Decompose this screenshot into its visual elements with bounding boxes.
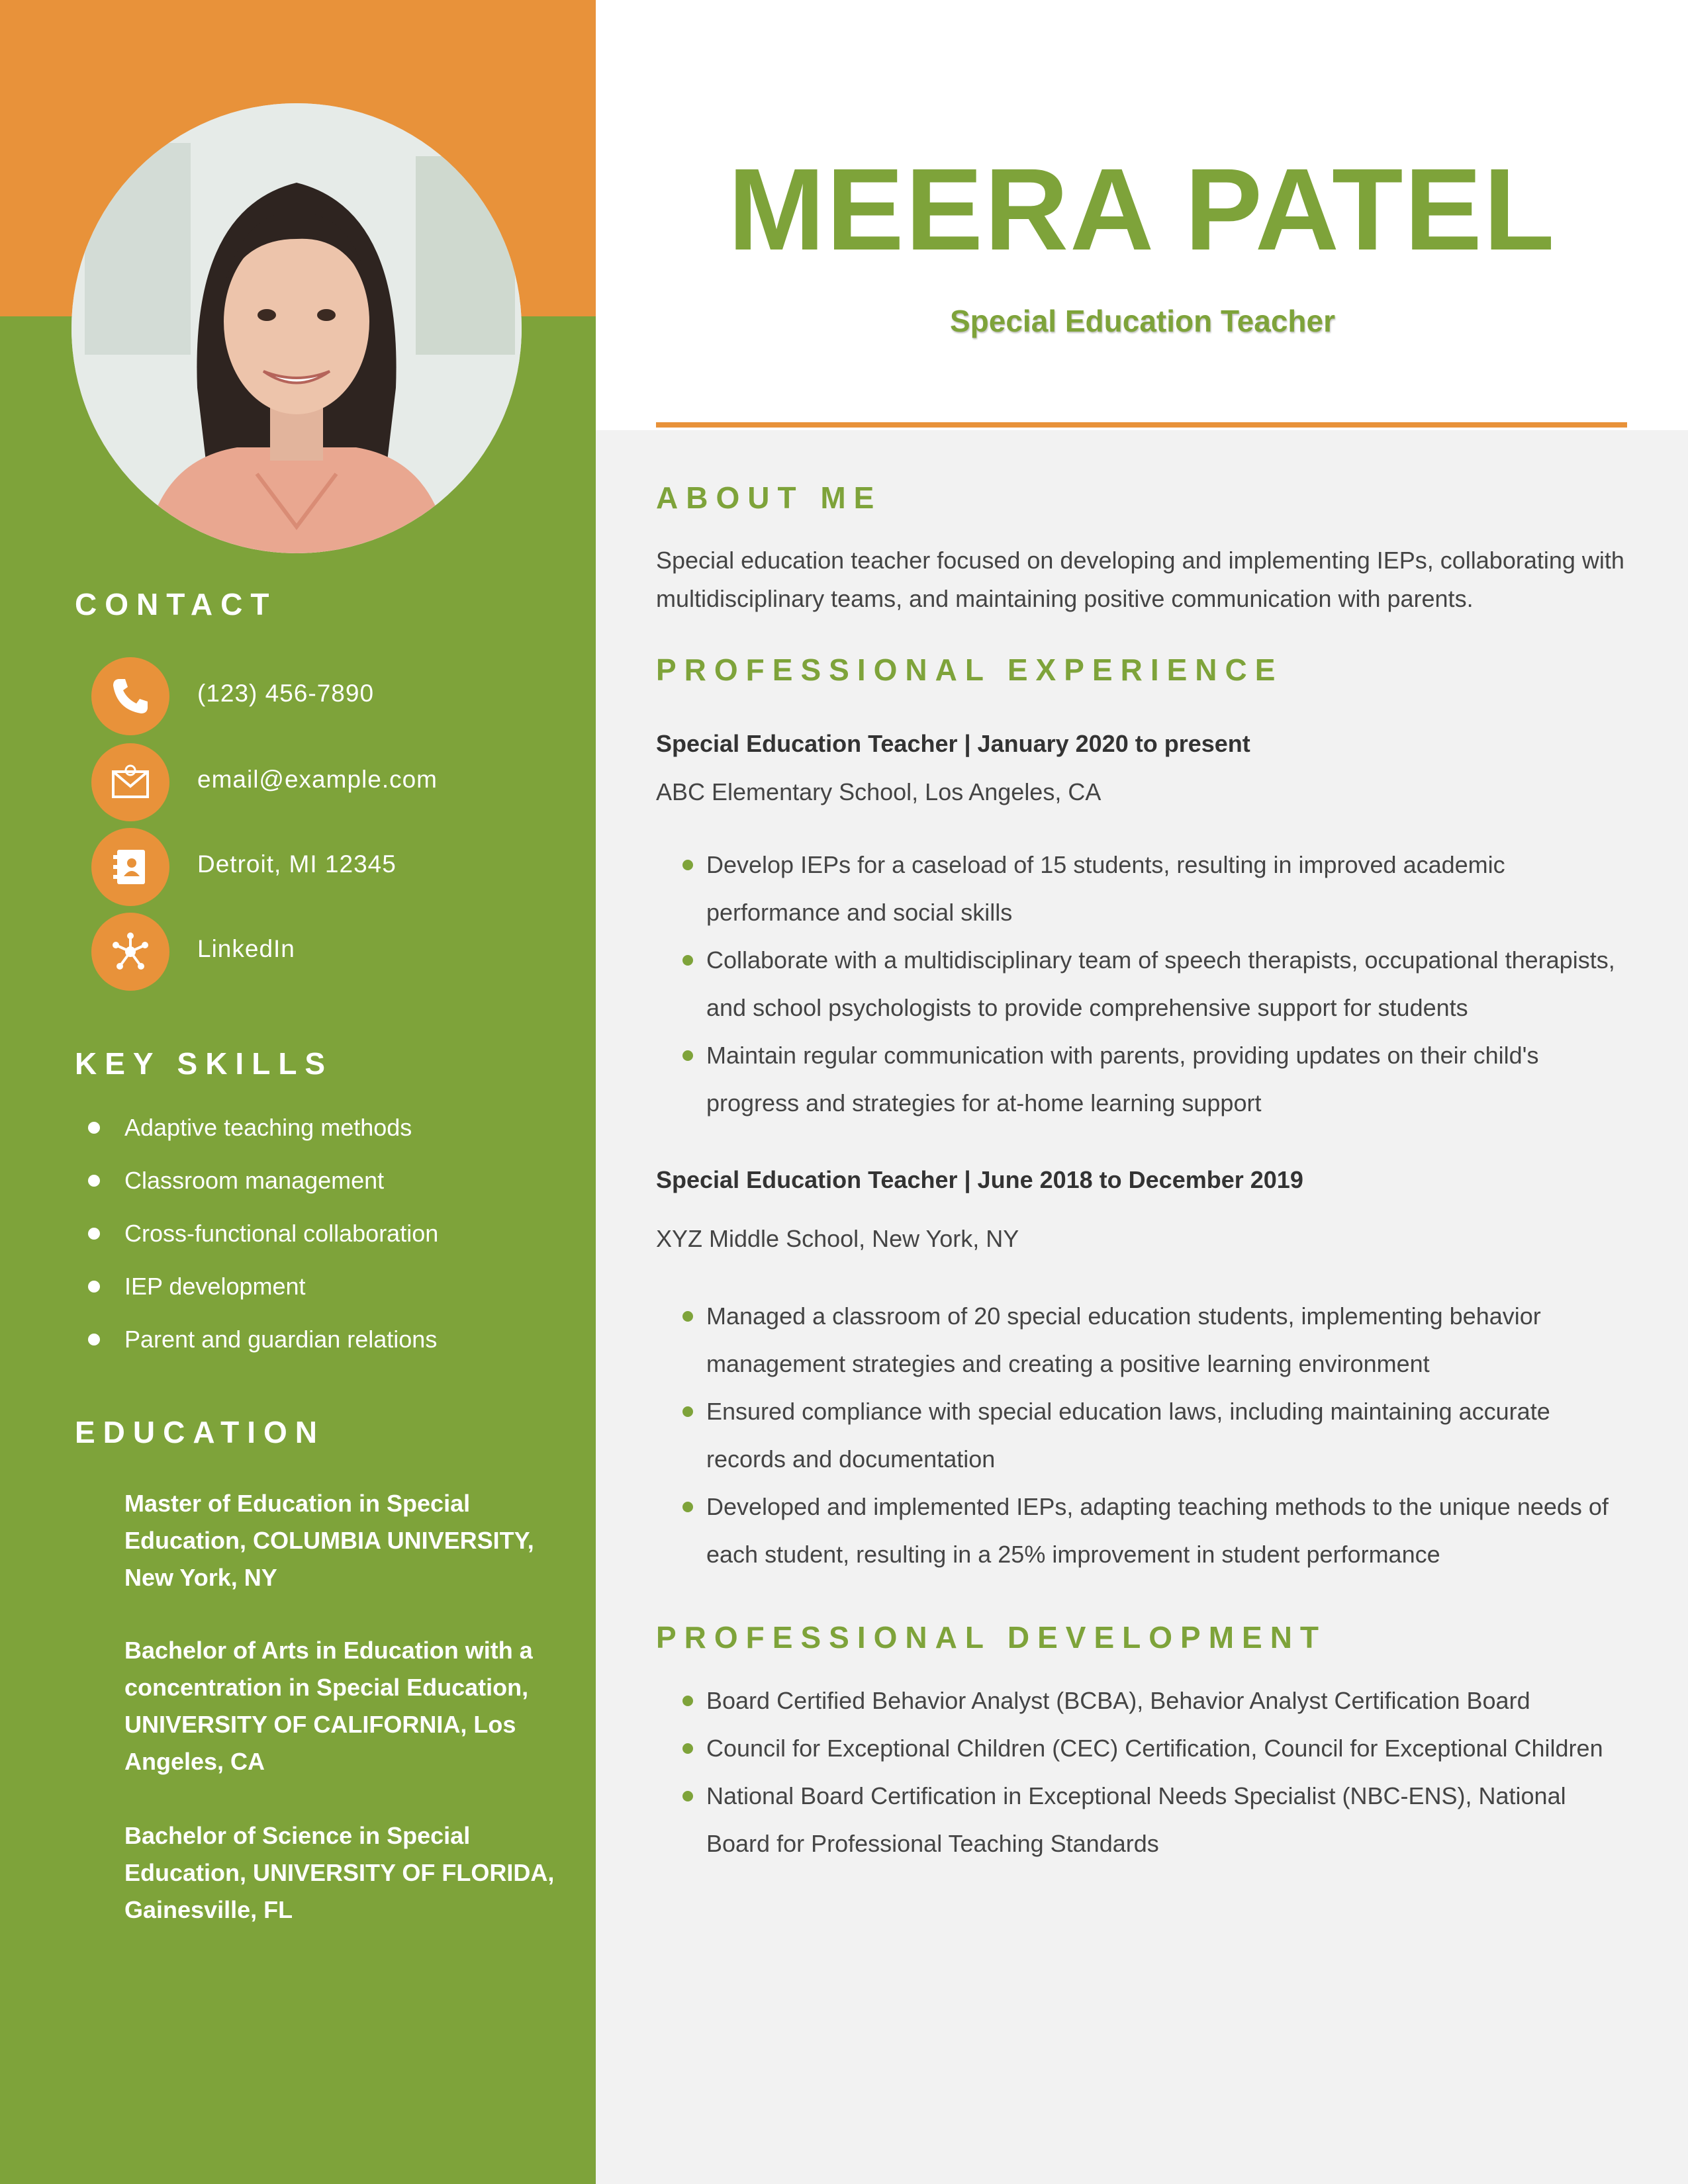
education-item: Master of Education in Special Education, COLUMBIA UNIVERSITY, New York, NY	[124, 1490, 534, 1591]
contact-phone-text: (123) 456-7890	[197, 680, 375, 707]
job-1-place: ABC Elementary School, Los Angeles, CA	[656, 778, 1102, 805]
about-text: Special education teacher focused on developing and implementing IEPs, collaborating with multidisciplinary teams, and maintaining positive communication with parents.	[656, 547, 1624, 612]
development-item: Board Certified Behavior Analyst (BCBA), Behavior Analyst Certification Board	[656, 1677, 1636, 1725]
job-bullet: Maintain regular communication with parents, providing updates on their child's progress and strategies for at-home learning support	[656, 1032, 1636, 1127]
contact-address-text: Detroit, MI 12345	[197, 850, 397, 878]
education-item: Bachelor of Science in Special Education, UNIVERSITY OF FLORIDA, Gainesville, FL	[124, 1822, 555, 1923]
contact-email[interactable]	[91, 743, 555, 821]
education-item: Bachelor of Arts in Education with a concentration in Special Education, UNIVERSITY OF CALIFORNIA, Los Angeles, CA	[124, 1637, 533, 1775]
portrait-illustration	[71, 103, 522, 553]
development-item: National Board Certification in Exceptional Needs Specialist (NBC-ENS), National Board for Professional Teaching Standards	[656, 1772, 1636, 1868]
skill-item: Adaptive teaching methods	[75, 1110, 578, 1163]
skill-item: Classroom management	[75, 1163, 578, 1216]
job-bullet: Develop IEPs for a caseload of 15 students, resulting in improved academic performance and social skills	[656, 841, 1636, 936]
job-2-place: XYZ Middle School, New York, NY	[656, 1225, 1019, 1252]
job-2-bullets	[656, 1293, 1636, 1578]
profile-photo	[71, 103, 522, 553]
contact-phone[interactable]	[91, 657, 555, 735]
email-icon	[91, 743, 169, 821]
phone-icon	[91, 657, 169, 735]
contact-address[interactable]	[91, 828, 555, 906]
contact-email-text: email@example.com	[197, 766, 438, 793]
job-1-bullets	[656, 841, 1636, 1127]
job-bullet: Managed a classroom of 20 special education students, implementing behavior management strategies and creating a positive learning environment	[656, 1293, 1636, 1388]
development-heading: PROFESSIONAL DEVELOPMENT	[656, 1620, 1327, 1655]
job-bullet: Collaborate with a multidisciplinary team of speech therapists, occupational therapists, and school psychologists to provide comprehensive support for students	[656, 936, 1636, 1032]
network-icon	[91, 913, 169, 991]
skill-item: Cross-functional collaboration	[75, 1216, 578, 1269]
skill-item: IEP development	[75, 1269, 578, 1322]
about-heading: ABOUT ME	[656, 480, 882, 515]
job-title-heading: Special Education Teacher	[949, 304, 1335, 338]
job-bullet: Ensured compliance with special education laws, including maintaining accurate records and documentation	[656, 1388, 1636, 1483]
candidate-name: MEERA PATEL	[727, 145, 1556, 275]
education-heading: EDUCATION	[75, 1415, 326, 1449]
address-book-icon	[91, 828, 169, 906]
skills-list	[75, 1110, 578, 1375]
job-2-title: Special Education Teacher | June 2018 to December 2019	[656, 1166, 1303, 1193]
experience-heading: PROFESSIONAL EXPERIENCE	[656, 653, 1284, 687]
contact-linkedin-text: LinkedIn	[197, 935, 295, 962]
development-item: Council for Exceptional Children (CEC) Certification, Council for Exceptional Children	[656, 1725, 1636, 1772]
job-1-title: Special Education Teacher | January 2020 to present	[656, 730, 1250, 757]
header-divider	[656, 422, 1627, 428]
job-bullet: Developed and implemented IEPs, adapting teaching methods to the unique needs of each student, resulting in a 25% improvement in student performance	[656, 1483, 1636, 1578]
development-list	[656, 1677, 1636, 1868]
contact-linkedin[interactable]	[91, 913, 555, 991]
contact-heading: CONTACT	[75, 587, 277, 621]
skill-item: Parent and guardian relations	[75, 1322, 578, 1375]
skills-heading: KEY SKILLS	[75, 1046, 334, 1081]
